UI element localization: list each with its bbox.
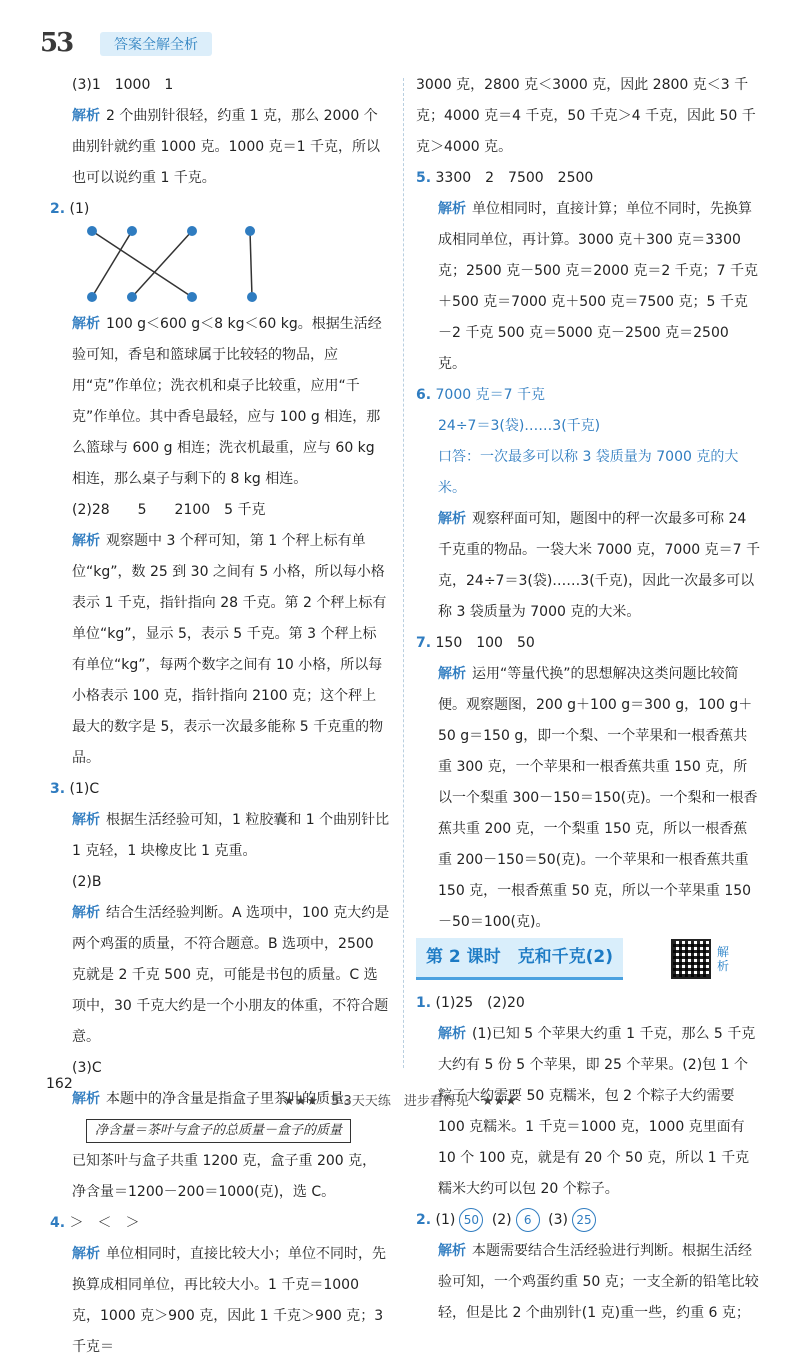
explanation (416, 659, 761, 938)
answer-line: 150 100 50 (435, 635, 535, 651)
match-dot (245, 226, 255, 236)
right-column (416, 70, 761, 1329)
explanation-label: 解析 (438, 1026, 466, 1042)
question-number: 5. (416, 170, 432, 186)
explanation (416, 1236, 761, 1329)
explanation-label: 解析 (72, 812, 100, 828)
qr-code-icon[interactable] (671, 939, 711, 979)
answer-line: (1)C (69, 781, 100, 797)
section-badge: 答案全解全析 (100, 32, 212, 56)
column-divider (403, 78, 404, 1068)
matching-diagram (72, 225, 390, 309)
question-4 (50, 1208, 390, 1239)
match-dot (187, 292, 197, 302)
question-number: 3. (50, 781, 66, 797)
answer-line: (2)B (72, 874, 102, 890)
lesson-heading (416, 940, 761, 978)
explanation-label: 解析 (438, 511, 466, 527)
answer-line: (1)25 (2)20 (435, 995, 525, 1011)
explanation-label: 解析 (438, 201, 466, 217)
lesson-q1 (416, 988, 761, 1019)
explanation-text: 2 个曲别针很轻，约重 1 克，那么 2000 个曲别针就约重 1000 克。1000 克＝1 千克，所以也可以说约重 1 千克。 (72, 108, 380, 186)
circled-answer: 25 (572, 1208, 596, 1232)
explanation-text: 本题需要结合生活经验进行判断。根据生活经验可知，一个鸡蛋约重 50 克；一支全新的铅笔比较轻，但是比 2 个曲别针(1 克)重一些，约重 6 克； (438, 1243, 759, 1321)
logo: 53 (40, 28, 73, 58)
match-dot (87, 226, 97, 236)
explanation-text: 根据生活经验可知，1 粒胶囊和 1 个曲别针比 1 克轻，1 块橡皮比 1 克重。 (72, 812, 390, 859)
left-column (50, 70, 390, 1363)
explanation (416, 1019, 761, 1205)
explanation (50, 898, 390, 1053)
circled-answer: 6 (516, 1208, 540, 1232)
explanation-label: 解析 (438, 1243, 466, 1259)
explanation-text: 观察秤面可知，题图中的秤一次最多可称 24 千克重的物品。一袋大米 7000 克，7000 克＝7 千克，24÷7＝3(袋)……3(千克)，因此一次最多可以称 3 袋质量为 7000 克的大米。 (438, 511, 760, 620)
lesson-title: 第 2 课时 克和千克(2) (416, 938, 623, 980)
page-number: 162 (46, 1076, 73, 1092)
match-line (92, 231, 132, 297)
match-line (250, 231, 252, 297)
answer-line: (3)1 1000 1 (72, 77, 174, 93)
match-dot (127, 292, 137, 302)
sub-label: (1) (435, 1212, 456, 1228)
question-number: 2. (50, 201, 66, 217)
match-dot (187, 226, 197, 236)
answer-line: ＞ ＜ ＞ (69, 1215, 140, 1231)
question-number: 2. (416, 1212, 432, 1228)
match-dot (127, 226, 137, 236)
match-dot (87, 292, 97, 302)
explanation-text: 3000 克，2800 克＜3000 克，因此 2800 克＜3 千克；4000 克＝4 千克，50 千克＞4 千克，因此 50 千克＞4000 克。 (416, 77, 756, 155)
explanation (416, 504, 761, 628)
sub-label: (2) (491, 1212, 512, 1228)
explanation-text: (1)已知 5 个苹果大约重 1 千克，那么 5 千克大约有 5 份 5 个苹果，即 25 个苹果。(2)包 1 个粽子大约需要 50 克糯米，包 2 个粽子大约需要 100 克糯米。1 千克＝1000 克，1000 克里面有 10 个 100 克，就是有 20 个 50 克，所以 1 千克糯米大约可以包 20 个粽子。 (438, 1026, 756, 1197)
explanation-text: 单位相同时，直接比较大小；单位不同时，先换算成相同单位，再比较大小。1 千克＝1000 克，1000 克＞900 克，因此 1 千克＞900 克；3 千克＝ (72, 1246, 386, 1355)
footer-slogan: ★★★ 5·3天天练 进步看得见 ★★★ (283, 1094, 517, 1109)
explanation-text: 观察题中 3 个秤可知，第 1 个秤上标有单位“kg”，数 25 到 30 之间有 5 小格，所以每小格表示 1 千克，指针指向 28 千克。第 2 个秤上标有单位“kg”，显示 5，表示 5 千克。第 3 个秤上标有单位“kg”，每两个数字之间有 10 小格，所以每小格表示 100 克，指针指向 2100 克；这个秤上最大的数字是 5，表示一次最多能称 5 千克重的物品。 (72, 533, 387, 766)
question-number: 7. (416, 635, 432, 651)
sub-label: (3) (548, 1212, 568, 1228)
answer-line: (3)C (72, 1060, 102, 1076)
explanation-text: 运用“等量代换”的思想解决这类问题比较简便。观察题图，200 g＋100 g＝300 g，100 g＋50 g＝150 g，即一个梨、一个苹果和一根香蕉共重 300 克，一个苹果和一根香蕉共重 150 克，所以一个梨重 300－150＝150(克)。一个梨和一根香蕉共重 200 克，一个梨重 150 克，所以一根香蕉重 200－150＝50(克)。一个苹果和一根香蕉共重 150 克，一根香蕉重 50 克，所以一个苹果重 150－50＝100(克)。 (438, 666, 758, 930)
question-6 (416, 380, 761, 411)
explanation-text: 本题中的净含量是指盒子里茶叶的质量。 (106, 1091, 358, 1107)
explanation (416, 194, 761, 380)
question-7 (416, 628, 761, 659)
answer-line: (2)28 5 2100 5 千克 (72, 502, 266, 518)
explanation-label: 解析 (72, 316, 100, 332)
explanation (50, 526, 390, 774)
question-3 (50, 774, 390, 805)
explanation (50, 101, 390, 194)
explanation (50, 805, 390, 867)
explanation (50, 1239, 390, 1363)
match-dot (247, 292, 257, 302)
explanation-label: 解析 (72, 905, 100, 921)
explanation-label: 解析 (72, 108, 100, 124)
qr-label: 解析 (717, 945, 730, 973)
explanation (50, 309, 390, 495)
question-number: 6. (416, 387, 432, 403)
explanation-text: 已知茶叶与盒子共重 1200 克，盒子重 200 克，净含量＝1200－200＝1000(克)，选 C。 (72, 1153, 377, 1200)
explanation-label: 解析 (72, 1091, 100, 1107)
explanation-text: 100 g＜600 g＜8 kg＜60 kg。根据生活经验可知，香皂和篮球属于比较轻的物品，应用“克”作单位；洗衣机和桌子比较重，应用“千克”作单位。其中香皂最轻，应与 100 g 相连，那么篮球与 600 g 相连；洗衣机最重，应与 60 kg 相连，那么桌子与剩下的 8 kg 相连。 (72, 316, 382, 487)
explanation-label: 解析 (438, 666, 466, 682)
explanation-text: 单位相同时，直接计算；单位不同时，先换算成相同单位，再计算。3000 克＋300 克＝3300 克；2500 克－500 克＝2000 克＝2 千克；7 千克＋500 克＝7000 克＋500 克＝7500 克；5 千克－2 千克 500 克＝5000 克－2500 克＝2500 克。 (438, 201, 759, 372)
oral-answer: 口答：一次最多可以称 3 袋质量为 7000 克的大米。 (438, 449, 739, 496)
explanation-label: 解析 (72, 1246, 100, 1262)
circled-answer: 50 (459, 1208, 483, 1232)
question-number: 4. (50, 1215, 66, 1231)
explanation-label: 解析 (72, 533, 100, 549)
sub-label: (1) (69, 201, 90, 217)
question-5 (416, 163, 761, 194)
lesson-q2 (416, 1205, 761, 1236)
question-2 (50, 194, 390, 225)
question-number: 1. (416, 995, 432, 1011)
answer-line: 3300 2 7500 2500 (435, 170, 594, 186)
answer-line: 7000 克＝7 千克 (435, 387, 545, 403)
formula-row (50, 1115, 390, 1146)
formula-box: 净含量＝茶叶与盒子的总质量－盒子的质量 (86, 1119, 351, 1143)
calculation: 24÷7＝3(袋)……3(千克) (438, 418, 601, 434)
explanation-text: 结合生活经验判断。A 选项中，100 克大约是两个鸡蛋的质量，不符合题意。B 选项中，2500 克就是 2 千克 500 克，可能是书包的质量。C 选项中，30 千克大约是一个小朋友的体重，不符合题意。 (72, 905, 390, 1045)
